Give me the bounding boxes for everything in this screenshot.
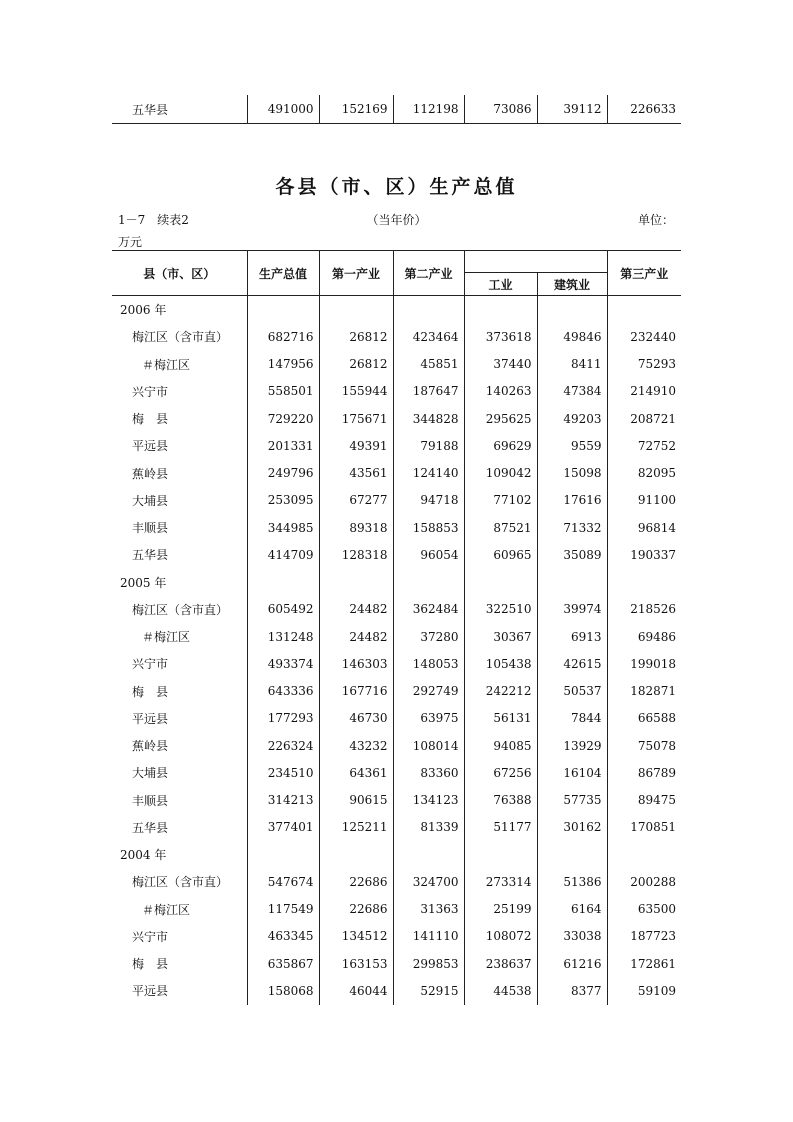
construction-cell: 42615 [537, 650, 607, 677]
industry-cell: 30367 [464, 623, 537, 650]
gdp-cell: 682716 [247, 323, 319, 350]
secondary-cell: 45851 [393, 351, 464, 378]
gdp-cell: 635867 [247, 950, 319, 977]
tertiary-cell: 72752 [607, 432, 681, 459]
secondary-cell: 362484 [393, 596, 464, 623]
table-row [112, 351, 681, 378]
construction-cell: 7844 [537, 705, 607, 732]
county-name: 梅 县 [132, 684, 169, 699]
construction-cell: 6164 [537, 896, 607, 923]
industry-cell: 109042 [464, 460, 537, 487]
construction-cell: 49846 [537, 323, 607, 350]
secondary-cell: 37280 [393, 623, 464, 650]
year-row [112, 296, 681, 324]
primary-cell: 90615 [319, 787, 393, 814]
industry-cell: 94085 [464, 732, 537, 759]
tertiary-cell: 96814 [607, 514, 681, 541]
construction-cell: 13929 [537, 732, 607, 759]
county-name: 梅 县 [132, 412, 169, 427]
primary-cell: 89318 [319, 514, 393, 541]
county-name: 兴宁市 [132, 384, 169, 399]
table-row [112, 759, 681, 786]
county-name: 平远县 [132, 984, 169, 999]
industry-cell: 108072 [464, 923, 537, 950]
tertiary-cell: 218526 [607, 596, 681, 623]
gdp-cell: 729220 [247, 405, 319, 432]
header-tertiary: 第三产业 [607, 251, 681, 296]
industry-cell: 56131 [464, 705, 537, 732]
year-label: 2004 年 [120, 848, 167, 863]
table-row [112, 487, 681, 514]
county-name: 梅江区（含市直） [132, 875, 229, 890]
county-name: 梅江区（含市直） [132, 330, 229, 345]
gdp-cell: 558501 [247, 378, 319, 405]
empty-cell [319, 296, 393, 324]
gdp-cell: 253095 [247, 487, 319, 514]
county-name: 五华县 [132, 548, 169, 563]
tertiary-cell: 226633 [607, 95, 681, 124]
year-row [112, 841, 681, 868]
industry-cell: 51177 [464, 814, 537, 841]
county-name: ＃梅江区 [142, 630, 191, 645]
empty-cell [247, 841, 319, 868]
secondary-cell: 112198 [393, 95, 464, 124]
tertiary-cell: 190337 [607, 541, 681, 568]
gdp-cell: 201331 [247, 432, 319, 459]
gdp-cell: 344985 [247, 514, 319, 541]
table-number: 1－7 续表2 [118, 213, 189, 227]
year-row [112, 569, 681, 596]
gdp-cell: 226324 [247, 732, 319, 759]
construction-cell: 35089 [537, 541, 607, 568]
table-row [112, 95, 681, 124]
tertiary-cell: 75293 [607, 351, 681, 378]
header-gdp: 生产总值 [247, 251, 319, 296]
header-primary: 第一产业 [319, 251, 393, 296]
table-row [112, 596, 681, 623]
empty-cell [393, 296, 464, 324]
table-row [112, 460, 681, 487]
primary-cell: 167716 [319, 678, 393, 705]
gdp-cell: 177293 [247, 705, 319, 732]
county-name: 五华县 [132, 820, 169, 835]
primary-cell: 163153 [319, 950, 393, 977]
table-row [112, 868, 681, 895]
construction-cell: 57735 [537, 787, 607, 814]
construction-cell: 61216 [537, 950, 607, 977]
industry-cell: 25199 [464, 896, 537, 923]
secondary-cell: 324700 [393, 868, 464, 895]
table-row [112, 732, 681, 759]
county-name: 平远县 [132, 711, 169, 726]
primary-cell: 128318 [319, 541, 393, 568]
empty-cell [319, 841, 393, 868]
industry-cell: 77102 [464, 487, 537, 514]
previous-table-tail [112, 95, 681, 124]
table-row [112, 678, 681, 705]
empty-cell [537, 569, 607, 596]
tertiary-cell: 59109 [607, 977, 681, 1004]
industry-cell: 44538 [464, 977, 537, 1004]
empty-cell [393, 841, 464, 868]
county-name: 兴宁市 [132, 657, 169, 672]
secondary-cell: 96054 [393, 541, 464, 568]
gdp-cell: 249796 [247, 460, 319, 487]
county-name: 梅江区（含市直） [132, 602, 229, 617]
primary-cell: 67277 [319, 487, 393, 514]
secondary-cell: 158853 [393, 514, 464, 541]
county-name: 丰顺县 [132, 793, 169, 808]
secondary-cell: 124140 [393, 460, 464, 487]
tertiary-cell: 91100 [607, 487, 681, 514]
table-row [112, 923, 681, 950]
primary-cell: 26812 [319, 323, 393, 350]
tertiary-cell: 232440 [607, 323, 681, 350]
empty-cell [319, 569, 393, 596]
secondary-cell: 423464 [393, 323, 464, 350]
secondary-cell: 79188 [393, 432, 464, 459]
gdp-cell: 147956 [247, 351, 319, 378]
table-row [112, 378, 681, 405]
primary-cell: 43561 [319, 460, 393, 487]
tertiary-cell: 69486 [607, 623, 681, 650]
unit-label: 单位： [638, 213, 675, 227]
table-row [112, 432, 681, 459]
primary-cell: 24482 [319, 596, 393, 623]
gdp-cell: 491000 [247, 95, 319, 124]
page-title: 各县（市、区）生产总值 [275, 176, 518, 198]
primary-cell: 22686 [319, 868, 393, 895]
empty-cell [607, 569, 681, 596]
secondary-cell: 187647 [393, 378, 464, 405]
header-secondary-breakdown [464, 251, 607, 273]
header-county: 县（市、区） [112, 251, 247, 296]
construction-cell: 49203 [537, 405, 607, 432]
empty-cell [464, 569, 537, 596]
tertiary-cell: 86789 [607, 759, 681, 786]
construction-cell: 51386 [537, 868, 607, 895]
table-row [112, 814, 681, 841]
empty-cell [464, 841, 537, 868]
county-name: 大埔县 [132, 766, 169, 781]
county-name: ＃梅江区 [142, 902, 191, 917]
primary-cell: 146303 [319, 650, 393, 677]
primary-cell: 26812 [319, 351, 393, 378]
tertiary-cell: 75078 [607, 732, 681, 759]
secondary-cell: 292749 [393, 678, 464, 705]
table-row [112, 950, 681, 977]
secondary-cell: 52915 [393, 977, 464, 1004]
county-name: ＃梅江区 [142, 357, 191, 372]
tertiary-cell: 172861 [607, 950, 681, 977]
construction-cell: 71332 [537, 514, 607, 541]
county-name: 兴宁市 [132, 929, 169, 944]
industry-cell: 67256 [464, 759, 537, 786]
gdp-cell: 234510 [247, 759, 319, 786]
construction-cell: 8411 [537, 351, 607, 378]
header-secondary: 第二产业 [393, 251, 464, 296]
empty-cell [537, 296, 607, 324]
construction-cell: 17616 [537, 487, 607, 514]
primary-cell: 155944 [319, 378, 393, 405]
year-label: 2005 年 [120, 575, 167, 590]
primary-cell: 43232 [319, 732, 393, 759]
gdp-cell: 414709 [247, 541, 319, 568]
industry-cell: 76388 [464, 787, 537, 814]
primary-cell: 24482 [319, 623, 393, 650]
table-header-row [112, 251, 681, 273]
county-name: 梅 县 [132, 957, 169, 972]
table-row [112, 977, 681, 1004]
industry-cell: 242212 [464, 678, 537, 705]
industry-cell: 87521 [464, 514, 537, 541]
construction-cell: 6913 [537, 623, 607, 650]
gdp-cell: 643336 [247, 678, 319, 705]
gdp-cell: 547674 [247, 868, 319, 895]
construction-cell: 50537 [537, 678, 607, 705]
primary-cell: 64361 [319, 759, 393, 786]
table-body [112, 296, 681, 1005]
secondary-cell: 63975 [393, 705, 464, 732]
tertiary-cell: 170851 [607, 814, 681, 841]
secondary-cell: 299853 [393, 950, 464, 977]
tertiary-cell: 208721 [607, 405, 681, 432]
industry-cell: 37440 [464, 351, 537, 378]
construction-cell: 39974 [537, 596, 607, 623]
tertiary-cell: 200288 [607, 868, 681, 895]
secondary-cell: 31363 [393, 896, 464, 923]
primary-cell: 134512 [319, 923, 393, 950]
empty-cell [607, 841, 681, 868]
table-row [112, 705, 681, 732]
primary-cell: 46730 [319, 705, 393, 732]
industry-cell: 60965 [464, 541, 537, 568]
table-row [112, 405, 681, 432]
table-row [112, 787, 681, 814]
primary-cell: 46044 [319, 977, 393, 1004]
gdp-cell: 314213 [247, 787, 319, 814]
secondary-cell: 148053 [393, 650, 464, 677]
gdp-cell: 493374 [247, 650, 319, 677]
gdp-cell: 463345 [247, 923, 319, 950]
tertiary-cell: 182871 [607, 678, 681, 705]
tertiary-cell: 199018 [607, 650, 681, 677]
primary-cell: 175671 [319, 405, 393, 432]
empty-cell [537, 841, 607, 868]
county-name: 蕉岭县 [132, 739, 169, 754]
industry-cell: 105438 [464, 650, 537, 677]
table-row [112, 514, 681, 541]
gdp-cell: 131248 [247, 623, 319, 650]
county-name: 平远县 [132, 439, 169, 454]
construction-cell: 8377 [537, 977, 607, 1004]
industry-cell: 295625 [464, 405, 537, 432]
industry-cell: 69629 [464, 432, 537, 459]
industry-cell: 322510 [464, 596, 537, 623]
secondary-cell: 83360 [393, 759, 464, 786]
county-name: 大埔县 [132, 493, 169, 508]
construction-cell: 15098 [537, 460, 607, 487]
industry-cell: 238637 [464, 950, 537, 977]
gdp-cell: 158068 [247, 977, 319, 1004]
county-name: 蕉岭县 [132, 466, 169, 481]
tertiary-cell: 214910 [607, 378, 681, 405]
unit-value: 万元 [118, 235, 143, 249]
table-row [112, 323, 681, 350]
secondary-cell: 344828 [393, 405, 464, 432]
primary-cell: 152169 [319, 95, 393, 124]
table-row [112, 896, 681, 923]
secondary-cell: 81339 [393, 814, 464, 841]
gdp-cell: 605492 [247, 596, 319, 623]
empty-cell [247, 296, 319, 324]
construction-cell: 30162 [537, 814, 607, 841]
construction-cell: 39112 [537, 95, 607, 124]
tertiary-cell: 63500 [607, 896, 681, 923]
county-name: 丰顺县 [132, 521, 169, 536]
header-industry: 工业 [464, 273, 537, 296]
price-note: （当年价） [366, 213, 427, 227]
primary-cell: 125211 [319, 814, 393, 841]
gdp-cell: 377401 [247, 814, 319, 841]
tertiary-cell: 89475 [607, 787, 681, 814]
empty-cell [464, 296, 537, 324]
tertiary-cell: 82095 [607, 460, 681, 487]
primary-cell: 22686 [319, 896, 393, 923]
year-label: 2006 年 [120, 303, 167, 318]
empty-cell [393, 569, 464, 596]
table-row [112, 623, 681, 650]
primary-cell: 49391 [319, 432, 393, 459]
table-row [112, 650, 681, 677]
construction-cell: 47384 [537, 378, 607, 405]
secondary-cell: 94718 [393, 487, 464, 514]
construction-cell: 9559 [537, 432, 607, 459]
industry-cell: 73086 [464, 95, 537, 124]
header-construction: 建筑业 [537, 273, 607, 296]
tertiary-cell: 66588 [607, 705, 681, 732]
gdp-cell: 117549 [247, 896, 319, 923]
industry-cell: 373618 [464, 323, 537, 350]
gdp-table [112, 250, 681, 1005]
secondary-cell: 134123 [393, 787, 464, 814]
industry-cell: 140263 [464, 378, 537, 405]
empty-cell [607, 296, 681, 324]
empty-cell [247, 569, 319, 596]
tertiary-cell: 187723 [607, 923, 681, 950]
industry-cell: 273314 [464, 868, 537, 895]
secondary-cell: 108014 [393, 732, 464, 759]
secondary-cell: 141110 [393, 923, 464, 950]
county-name: 五华县 [132, 102, 169, 117]
construction-cell: 33038 [537, 923, 607, 950]
construction-cell: 16104 [537, 759, 607, 786]
table-row [112, 541, 681, 568]
